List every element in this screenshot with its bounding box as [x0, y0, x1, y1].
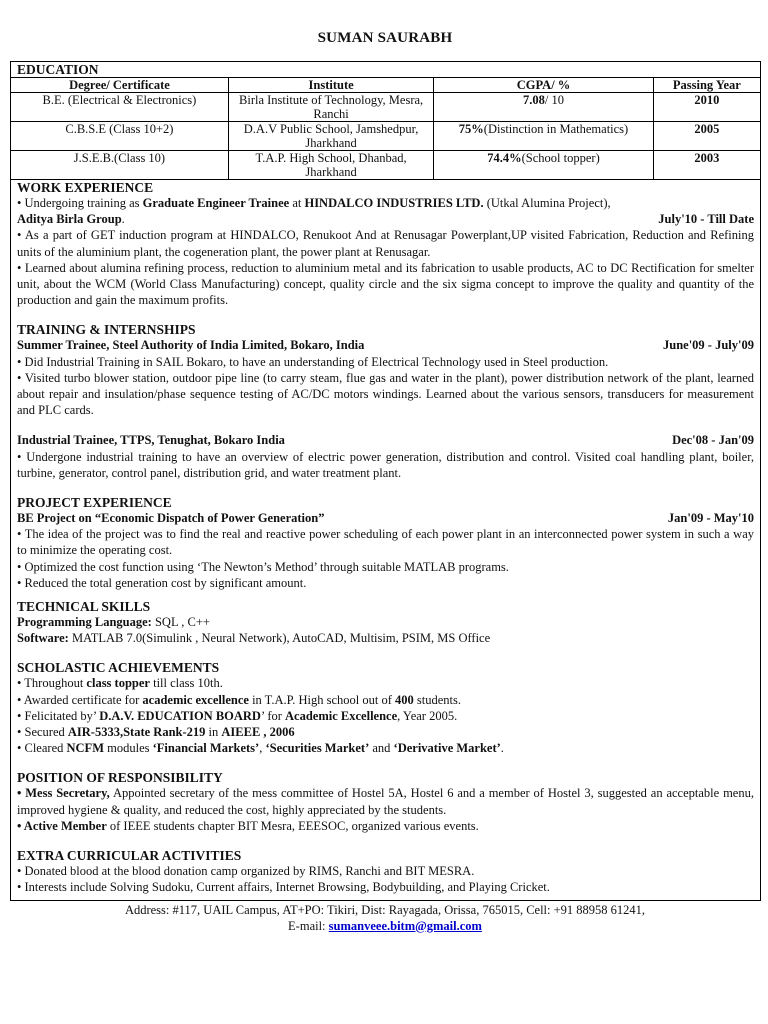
resume-page — [10, 30, 760, 934]
training-2-title: Industrial Trainee, TTPS, Tenughat, Bokaro India — [17, 433, 285, 448]
skills-heading: TECHNICAL SKILLS — [17, 599, 151, 615]
score-value: 74.4% — [487, 151, 522, 165]
column-header: Degree/ Certificate — [11, 78, 228, 93]
work-bullet-3: • Learned about alumina refining process, reduction to aluminium metal and its fabrication to usable products, AC to DC Rectification for smelter unit, about the WCM (World Class Manufacturing) concept, quality circle and the six sigma concept to improve the quality and quantity of the production and gain the maximum profits. — [17, 260, 754, 308]
training-2-date: Dec'08 - Jan'09 — [672, 433, 754, 448]
institute-cell: Birla Institute of Technology, Mesra, Ranchi — [228, 93, 433, 122]
extra-item-1: • Donated blood at the blood donation camp organized by RIMS, Ranchi and BIT MESRA. — [17, 864, 475, 879]
training-1-date: June'09 - July'09 — [663, 338, 754, 353]
year-cell: 2010 — [653, 93, 760, 122]
scholastic-item-3: • Felicitated by’ D.A.V. EDUCATION BOARD’ for Academic Excellence, Year 2005. — [17, 708, 458, 723]
training-1-title-row — [17, 337, 754, 353]
training-2-bullet-1: • Undergone industrial training to have an overview of electric power generation, distribution and control. Visited coal handling plant, boiler, turbine, generator, control panel, distribution grid, and water treatment plant. — [17, 449, 754, 480]
skills-programming: Programming Language: SQL , C++ — [17, 615, 210, 630]
table-row — [11, 151, 760, 180]
project-bullet-3: • Reduced the total generation cost by significant amount. — [17, 575, 307, 590]
position-item-2: • Active Member of IEEE students chapter BIT Mesra, EEESOC, organized various events. — [17, 818, 479, 833]
score-note: (Distinction in Mathematics) — [483, 122, 629, 136]
extra-heading: EXTRA CURRICULAR ACTIVITIES — [17, 848, 242, 864]
email-line: E-mail: sumanveee.bitm@gmail.com — [288, 918, 482, 933]
work-bullet-2: • As a part of GET induction program at HINDALCO, Renukoot And at Renusagar Powerplant,UP visited Fabrication, Reduction and Refining units of the aluminium plant, the cogeneration plant, the power plant at Renusagar. — [17, 228, 754, 259]
address-line: Address: #117, UAIL Campus, AT+PO: Tikiri, Dist: Rayagada, Orissa, 765015, Cell: +91 88958 61241, — [124, 902, 646, 917]
table-row — [11, 93, 760, 122]
position-item-1: • Mess Secretary, Appointed secretary of the mess committee of Hostel 5A, Hostel 6 and a member of Hostel 3, suggested an acceptable menu, improved hygiene & quality, and reduced the cost, highly appreciated by the students. — [17, 786, 754, 817]
training-1-title: Summer Trainee, Steel Authority of India Limited, Bokaro, India — [17, 338, 365, 353]
column-header: Institute — [228, 78, 433, 93]
scholastic-item-2: • Awarded certificate for academic excellence in T.A.P. High school out of 400 students. — [17, 692, 461, 707]
score-cell — [434, 122, 653, 151]
education-header-row — [11, 78, 760, 93]
training-1-bullet-1: • Did Industrial Training in SAIL Bokaro, to have an understanding of Electrical Technology used in Steel production. — [17, 354, 609, 369]
score-value: 7.08 — [523, 93, 545, 107]
skills-software: Software: MATLAB 7.0(Simulink , Neural Network), AutoCAD, Multisim, PSIM, MS Office — [17, 631, 491, 646]
scholastic-item-5: • Cleared NCFM modules ‘Financial Markets’, ‘Securities Market’ and ‘Derivative Market’. — [17, 741, 504, 756]
degree-cell: B.E. (Electrical & Electronics) — [11, 93, 228, 122]
score-note: (School topper) — [521, 151, 600, 165]
score-note: / 10 — [544, 93, 564, 107]
score-cell — [434, 151, 653, 180]
work-heading: WORK EXPERIENCE — [17, 180, 154, 195]
year-cell: 2005 — [653, 122, 760, 151]
project-date: Jan'09 - May'10 — [667, 511, 754, 526]
resume-body — [11, 180, 760, 900]
project-title: BE Project on “Economic Dispatch of Power Generation” — [17, 511, 325, 526]
institute-cell: T.A.P. High School, Dhanbad, Jharkhand — [228, 151, 433, 180]
email-link[interactable]: sumanveee.bitm@gmail.com — [328, 918, 482, 933]
education-table — [11, 77, 760, 180]
project-title-row — [17, 510, 754, 526]
work-employer-row: Aditya Birla Group. July'10 - Till Date — [17, 212, 754, 227]
project-bullet-1: • The idea of the project was to find the real and reactive power scheduling of each power plant in an interconnected power system in such a way to minimize the operating cost. — [17, 527, 754, 558]
resume-frame — [10, 61, 761, 901]
degree-cell: C.B.S.E (Class 10+2) — [11, 122, 228, 151]
training-heading: TRAINING & INTERNSHIPS — [17, 322, 196, 338]
scholastic-heading: SCHOLASTIC ACHIEVEMENTS — [17, 660, 220, 676]
table-row — [11, 122, 760, 151]
project-bullet-2: • Optimized the cost function using ‘The Newton’s Method’ through suitable MATLAB programs. — [17, 559, 509, 574]
degree-cell: J.S.E.B.(Class 10) — [11, 151, 228, 180]
project-heading: PROJECT EXPERIENCE — [17, 495, 172, 511]
extra-item-2: • Interests include Solving Sudoku, Current affairs, Internet Browsing, Bodybuilding, and Playing Cricket. — [17, 880, 550, 895]
score-value: 75% — [458, 122, 484, 136]
scholastic-item-4: • Secured AIR-5333,State Rank-219 in AIEEE , 2006 — [17, 725, 295, 740]
column-header: CGPA/ % — [434, 78, 653, 93]
position-heading: POSITION OF RESPONSIBILITY — [17, 770, 223, 786]
column-header: Passing Year — [653, 78, 760, 93]
education-heading: EDUCATION — [17, 62, 99, 77]
employer-group: Aditya Birla Group — [17, 212, 122, 227]
training-1-bullet-2: • Visited turbo blower station, outdoor pipe line (to carry steam, flue gas and water in the plant), power distribution network of the plant, learned about repair and insulation/phase sequence testing of AC/DC motors windings. Learned about the various sensors, transducers for measurement and PLC cards. — [17, 370, 754, 418]
score-cell — [434, 93, 653, 122]
institute-cell: D.A.V Public School, Jamshedpur, Jharkhand — [228, 122, 433, 151]
scholastic-item-1: • Throughout class topper till class 10th. — [17, 676, 223, 691]
contact-footer — [10, 902, 760, 934]
year-cell: 2003 — [653, 151, 760, 180]
work-bullet-1: • Undergoing training as Graduate Engineer Trainee at HINDALCO INDUSTRIES LTD. (Utkal Alumina Project), — [17, 196, 611, 210]
training-2-title-row — [17, 432, 754, 448]
candidate-name: SUMAN SAURABH — [317, 30, 453, 46]
work-date: July'10 - Till Date — [658, 212, 754, 227]
